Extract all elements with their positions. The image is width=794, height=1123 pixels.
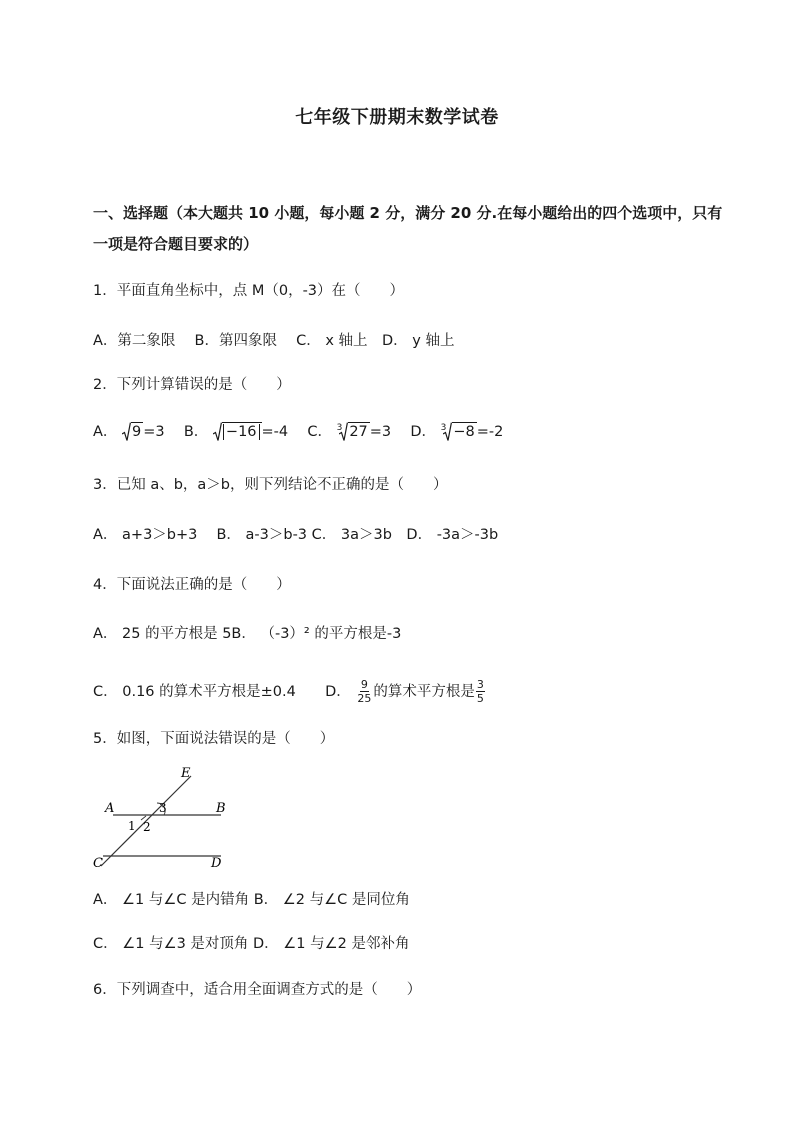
label-e: E [181,766,191,781]
question-5-stem: 5．如图，下面说法错误的是（ ） [93,731,335,747]
cbrt-twenty-seven: 3 27 [336,423,368,440]
question-2-options [93,422,503,442]
label-d: D [211,856,222,871]
sqrt-nine: 9 [122,422,143,442]
question-2-stem: 2．下列计算错误的是（ ） [93,377,291,393]
page-title: 七年级下册期末数学试卷 [295,107,499,128]
option-d-label: D． [410,424,437,440]
option-d-label: D． [325,683,351,700]
label-angle-2: 2 [143,820,151,834]
option-b-label: B． [183,424,209,440]
question-3-stem: 3．已知 a、b，a＞b，则下列结论不正确的是（ ） [93,477,448,493]
cbrt-minus-eight: 3 −8 [440,423,475,440]
option-d-text: 的算术平方根是 [373,683,475,700]
option-a-label: A． [93,424,118,440]
option-c-text: C． 0.16 的算术平方根是±0.4 [93,683,296,700]
label-a: A [105,801,115,816]
question-5-options-ab: A． ∠1 与∠C 是内错角 B． ∠2 与∠C 是同位角 [93,892,410,908]
label-c: C [93,856,103,871]
question-3-options: A． a+3＞b+3 B． a-3＞b-3 C． 3a＞3b D． -3a＞-3b [93,527,499,543]
option-c-label: C． [307,424,332,440]
question-6-stem: 6．下列调查中，适合用全面调查方式的是（ ） [93,982,422,998]
question-4-stem: 4．下面说法正确的是（ ） [93,577,291,593]
question-4-options-ab: A． 25 的平方根是 5B． （-3）² 的平方根是-3 [93,626,402,642]
option-a-result: =3 [143,424,165,440]
section-heading: 一、选择题（本大题共 10 小题，每小题 2 分，满分 20 分.在每小题给出的四个选项中，只有一项是符合题目要求的） [93,204,723,253]
label-angle-1: 1 [128,819,136,833]
fraction-nine-over-twentyfive: $\frac{9}{25}$ [357,678,372,705]
question-1-options: A．第二象限 B．第四象限 C． x 轴上 D． y 轴上 [93,333,455,349]
fraction-three-over-five: $\frac{3}{5}$ [476,678,484,705]
label-angle-3: 3 [159,801,167,815]
option-c-result: =3 [369,424,392,440]
option-d-result: =-2 [476,424,504,440]
label-b: B [216,801,226,816]
option-b-result: =-4 [261,424,289,440]
question-1-stem: 1．平面直角坐标中，点 M（0，-3）在（ ） [93,283,405,299]
sqrt-abs-minus-sixteen: −16 [213,422,262,442]
question-4-options-cd [93,678,486,705]
question-5-options-cd: C． ∠1 与∠3 是对顶角 D． ∠1 与∠2 是邻补角 [93,936,410,952]
parallel-lines-figure [93,763,233,873]
